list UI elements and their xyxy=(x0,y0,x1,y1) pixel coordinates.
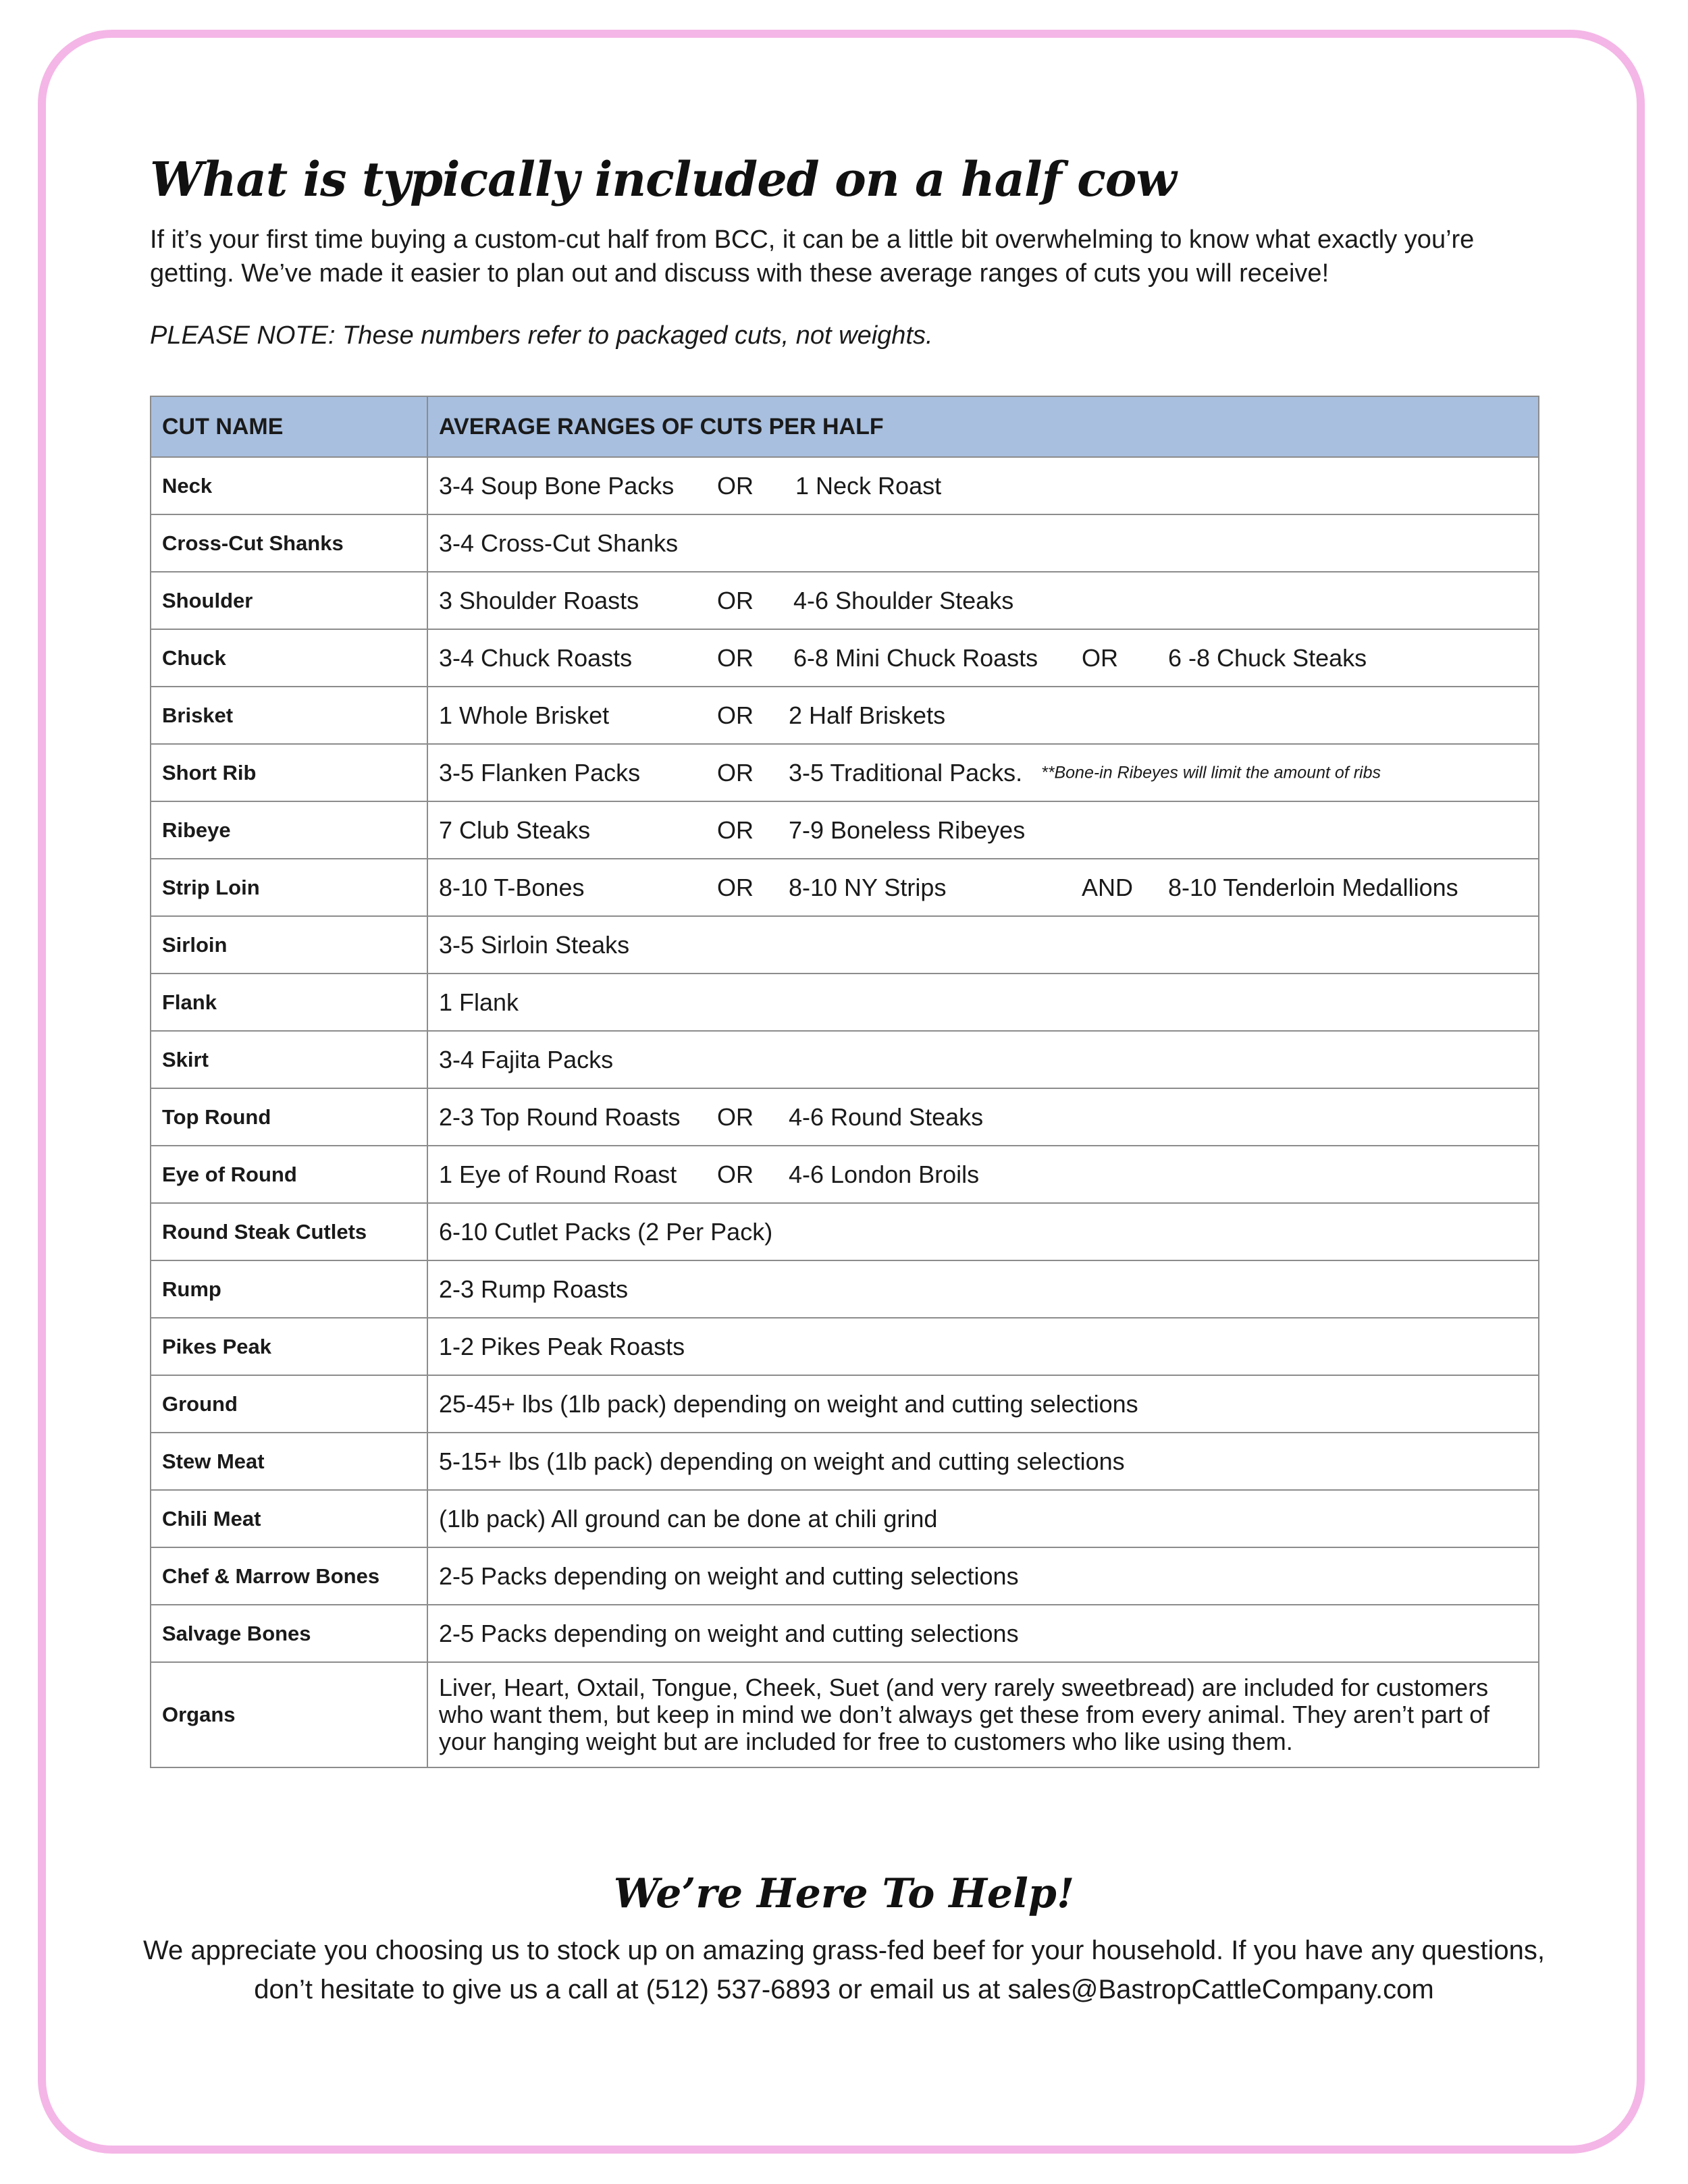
option-connector: OR xyxy=(1082,643,1118,672)
page-title: What is typically included on a half cow xyxy=(150,151,1176,207)
table-row xyxy=(151,1605,1539,1662)
option-connector: OR xyxy=(717,1160,754,1188)
cut-footnote: **Bone-in Ribeyes will limit the amount of ribs xyxy=(1041,763,1381,782)
table-row xyxy=(151,1490,1539,1547)
table-row xyxy=(151,1547,1539,1605)
table-row xyxy=(151,1260,1539,1318)
cut-option: 3-4 Chuck Roasts xyxy=(439,643,633,672)
cut-option: 3-5 Traditional Packs. xyxy=(789,758,1023,787)
cut-option: 7 Club Steaks xyxy=(439,816,591,844)
cut-option: 4-6 Shoulder Steaks xyxy=(793,586,1014,614)
cut-range-cell xyxy=(427,859,1539,916)
cut-name-cell: Salvage Bones xyxy=(151,1605,427,1662)
table-row xyxy=(151,457,1539,514)
cut-name-cell: Stew Meat xyxy=(151,1433,427,1490)
help-text: We appreciate you choosing us to stock up on amazing grass-fed beef for your household. If you have any questions, don’t hesitate to give us a call at (512) 537-6893 or email us at sales@BastropCattleCompany.com xyxy=(142,1936,1546,2004)
cut-range-cell: 6-10 Cutlet Packs (2 Per Pack) xyxy=(427,1203,1539,1260)
table-row xyxy=(151,974,1539,1031)
table-header-row xyxy=(151,396,1539,457)
cut-range-cell: 2-3 Rump Roasts xyxy=(427,1260,1539,1318)
cut-option: 1 Whole Brisket xyxy=(439,701,610,729)
cut-option: 1 Eye of Round Roast xyxy=(439,1160,677,1188)
cut-name-cell: Chuck xyxy=(151,629,427,687)
option-connector: OR xyxy=(717,816,754,844)
cut-name-cell: Cross-Cut Shanks xyxy=(151,514,427,572)
table-row xyxy=(151,572,1539,629)
cut-name-cell: Ribeye xyxy=(151,801,427,859)
cut-name-cell: Flank xyxy=(151,974,427,1031)
cut-range-cell: 2-5 Packs depending on weight and cutting selections xyxy=(427,1547,1539,1605)
option-connector: OR xyxy=(717,758,754,787)
option-connector: OR xyxy=(717,701,754,729)
cut-name-cell: Neck xyxy=(151,457,427,514)
cut-name-cell: Eye of Round xyxy=(151,1146,427,1203)
cut-range-cell: 1-2 Pikes Peak Roasts xyxy=(427,1318,1539,1375)
cut-range-cell xyxy=(427,744,1539,801)
option-connector: OR xyxy=(717,873,754,901)
table-row xyxy=(151,1318,1539,1375)
help-title: We’re Here To Help! xyxy=(613,1870,1075,1917)
cut-range-cell: 3-5 Sirloin Steaks xyxy=(427,916,1539,974)
cut-range-cell xyxy=(427,801,1539,859)
cut-option: 8-10 Tenderloin Medallions xyxy=(1168,873,1458,901)
table-row xyxy=(151,1203,1539,1260)
table-row xyxy=(151,1375,1539,1433)
cuts-table xyxy=(150,396,1539,1768)
table-row xyxy=(151,801,1539,859)
cut-option: 6-8 Mini Chuck Roasts xyxy=(793,643,1038,672)
cut-range-cell xyxy=(427,572,1539,629)
cut-name-cell: Skirt xyxy=(151,1031,427,1088)
cut-option: 3 Shoulder Roasts xyxy=(439,586,639,614)
cut-name-cell: Sirloin xyxy=(151,916,427,974)
table-row xyxy=(151,629,1539,687)
cut-name-cell: Chili Meat xyxy=(151,1490,427,1547)
cut-option: 3-5 Flanken Packs xyxy=(439,758,641,787)
header-cut-name: CUT NAME xyxy=(151,396,427,457)
cut-option: 8-10 T-Bones xyxy=(439,873,585,901)
option-connector: OR xyxy=(717,586,754,614)
cut-range-cell xyxy=(427,687,1539,744)
table-row xyxy=(151,687,1539,744)
cut-range-cell: 3-4 Cross-Cut Shanks xyxy=(427,514,1539,572)
cut-option: 1 Neck Roast xyxy=(795,471,942,500)
cut-range-cell: Liver, Heart, Oxtail, Tongue, Cheek, Suet (and very rarely sweetbread) are included for customers who want them, but keep in mind we don’t always get these from every animal. They aren’t part of your hanging weight but are included for free to customers who like using them. xyxy=(427,1662,1539,1767)
table-row xyxy=(151,1031,1539,1088)
table-row xyxy=(151,1146,1539,1203)
cut-name-cell: Chef & Marrow Bones xyxy=(151,1547,427,1605)
cut-option: 2 Half Briskets xyxy=(789,701,946,729)
cut-option: 4-6 Round Steaks xyxy=(789,1102,984,1131)
note-text: PLEASE NOTE: These numbers refer to packaged cuts, not weights. xyxy=(150,321,933,350)
cut-name-cell: Rump xyxy=(151,1260,427,1318)
cut-name-cell: Top Round xyxy=(151,1088,427,1146)
table-row xyxy=(151,744,1539,801)
table-row xyxy=(151,514,1539,572)
cut-name-cell: Strip Loin xyxy=(151,859,427,916)
cut-option: 3-4 Soup Bone Packs xyxy=(439,471,675,500)
header-average-ranges: AVERAGE RANGES OF CUTS PER HALF xyxy=(427,396,1539,457)
cut-name-cell: Short Rib xyxy=(151,744,427,801)
option-connector: OR xyxy=(717,1102,754,1131)
table-row xyxy=(151,1433,1539,1490)
table-row xyxy=(151,1662,1539,1767)
option-connector: OR xyxy=(717,643,754,672)
cut-name-cell: Pikes Peak xyxy=(151,1318,427,1375)
cut-option: 2-3 Top Round Roasts xyxy=(439,1102,681,1131)
cut-option: 7-9 Boneless Ribeyes xyxy=(789,816,1026,844)
option-connector: AND xyxy=(1082,873,1134,901)
cut-name-cell: Round Steak Cutlets xyxy=(151,1203,427,1260)
cut-range-cell: 3-4 Fajita Packs xyxy=(427,1031,1539,1088)
cut-name-cell: Organs xyxy=(151,1662,427,1767)
cut-name-cell: Shoulder xyxy=(151,572,427,629)
cut-name-cell: Ground xyxy=(151,1375,427,1433)
cut-range-cell: (1lb pack) All ground can be done at chili grind xyxy=(427,1490,1539,1547)
cut-range-cell xyxy=(427,629,1539,687)
cut-option: 4-6 London Broils xyxy=(789,1160,980,1188)
cut-range-cell xyxy=(427,1088,1539,1146)
intro-paragraph: If it’s your first time buying a custom-cut half from BCC, it can be a little bit overwhelming to know what exactly you’re getting. We’ve made it easier to plan out and discuss with these average ranges of cuts you will receive! xyxy=(150,225,1475,288)
cut-option: 8-10 NY Strips xyxy=(789,873,947,901)
table-row xyxy=(151,916,1539,974)
cut-name-cell: Brisket xyxy=(151,687,427,744)
cut-range-cell: 25-45+ lbs (1lb pack) depending on weight and cutting selections xyxy=(427,1375,1539,1433)
cut-range-cell: 2-5 Packs depending on weight and cutting selections xyxy=(427,1605,1539,1662)
cut-range-cell: 5-15+ lbs (1lb pack) depending on weight and cutting selections xyxy=(427,1433,1539,1490)
cut-range-cell xyxy=(427,1146,1539,1203)
cut-range-cell xyxy=(427,457,1539,514)
cut-range-cell: 1 Flank xyxy=(427,974,1539,1031)
option-connector: OR xyxy=(717,471,754,500)
table-row xyxy=(151,1088,1539,1146)
table-row xyxy=(151,859,1539,916)
cut-option: 6 -8 Chuck Steaks xyxy=(1168,643,1367,672)
